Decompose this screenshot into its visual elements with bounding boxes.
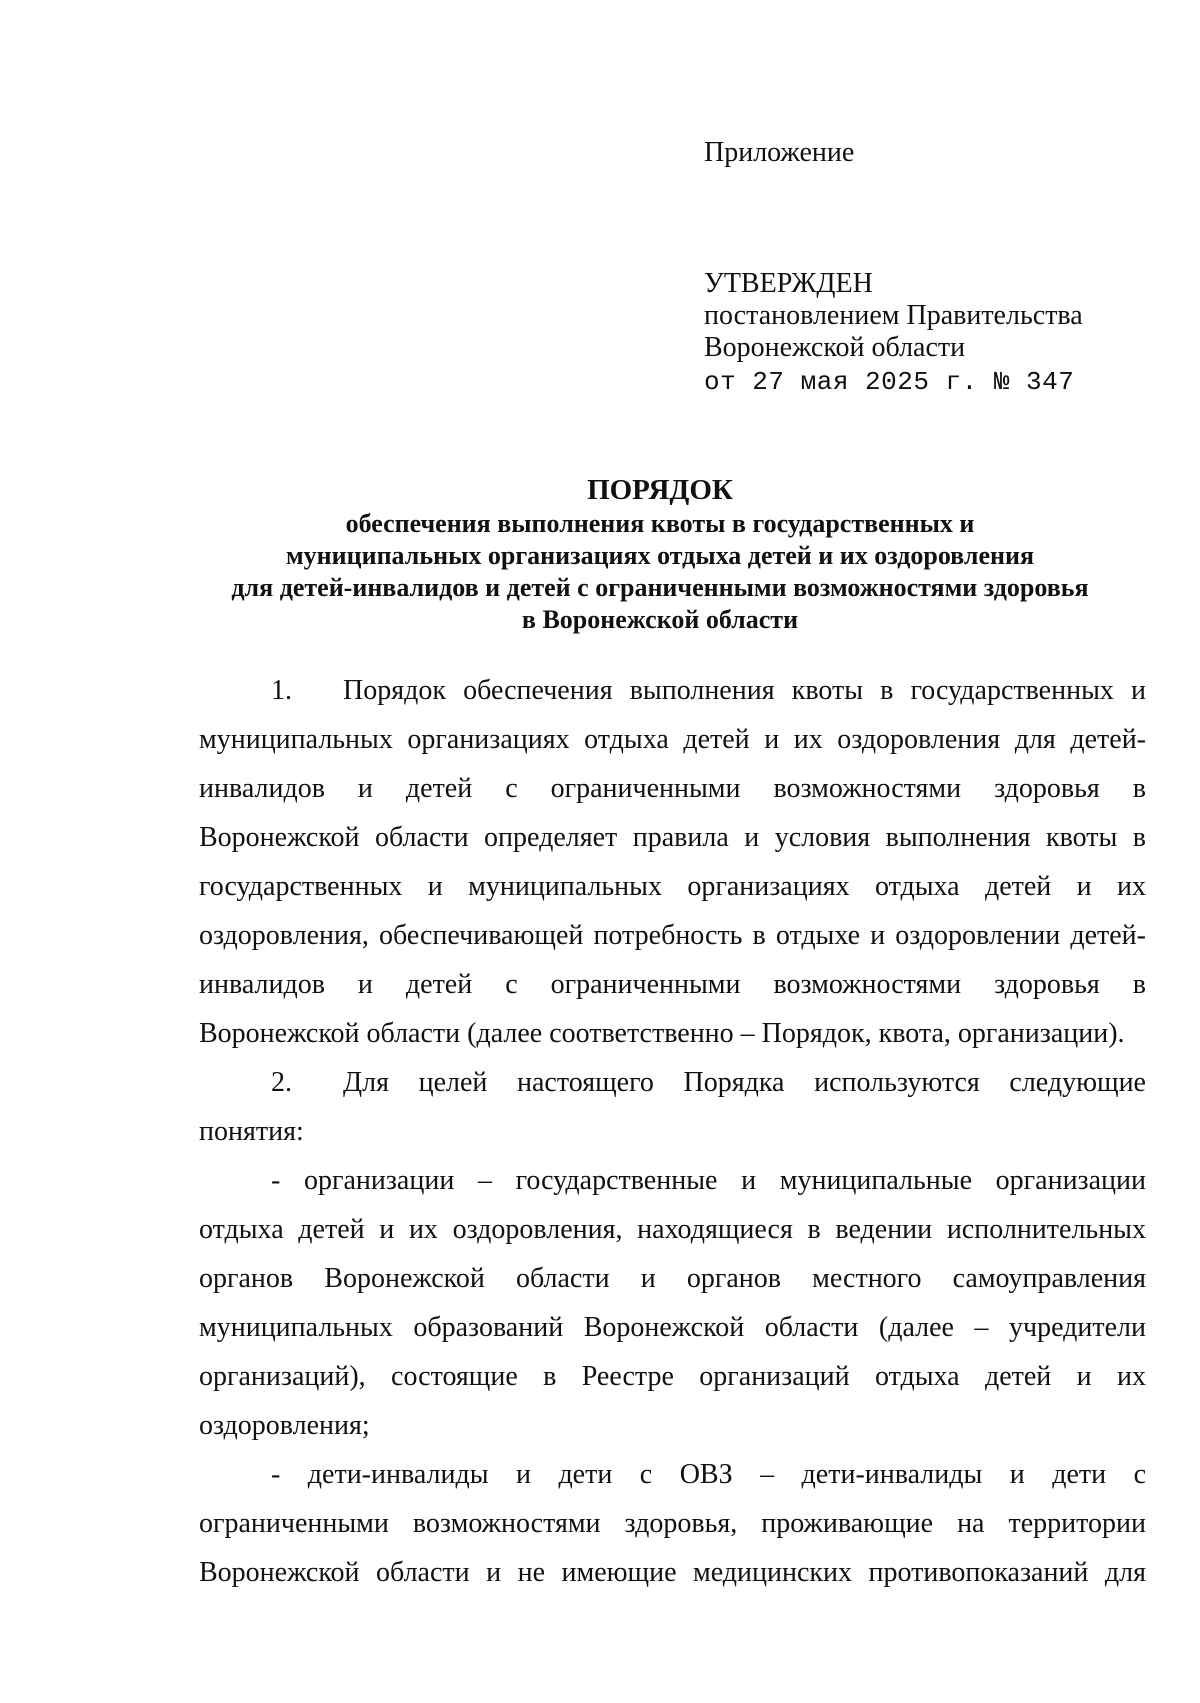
definition-1-line: - организации – государственные и муниципальные организации	[271, 1165, 1146, 1196]
paragraph-1-line: государственных и муниципальных организациях отдыха детей и их	[199, 871, 1146, 902]
paragraph-1-line: Воронежской области (далее соответственно – Порядок, квота, организации).	[199, 1018, 1125, 1049]
approval-stamp-block	[704, 268, 1083, 398]
definition-1-line: органов Воронежской области и органов местного самоуправления	[199, 1263, 1146, 1294]
approved-by-line-2: Воронежской области	[704, 332, 966, 363]
document-title-block	[180, 472, 1140, 636]
definition-1-line: отдыха детей и их оздоровления, находящиеся в ведении исполнительных	[199, 1214, 1146, 1245]
title-line: в Воронежской области	[521, 605, 799, 634]
paragraph-1-line: муниципальных организациях отдыха детей и их оздоровления для детей-	[199, 724, 1146, 755]
title-line: муниципальных организациях отдыха детей и их оздоровления	[285, 541, 1035, 570]
attachment-label: Приложение	[704, 137, 855, 168]
paragraph-1-line: оздоровления, обеспечивающей потребность в отдыхе и оздоровлении детей-	[199, 920, 1146, 951]
title-line: для детей-инвалидов и детей с ограниченными возможностями здоровья	[231, 573, 1089, 602]
definition-2-line: ограниченными возможностями здоровья, проживающие на территории	[199, 1508, 1146, 1539]
definition-1-line: организаций), состоящие в Реестре организаций отдыха детей и их	[199, 1361, 1146, 1392]
paragraph-1-line	[199, 666, 1146, 715]
paragraph-text: Порядок обеспечения выполнения квоты в государственных и	[343, 675, 1146, 706]
paragraph-number: 1.	[271, 675, 292, 706]
approved-by-line-1: постановлением Правительства	[704, 300, 1083, 331]
title-line: обеспечения выполнения квоты в государственных и	[345, 509, 975, 538]
definition-2-line: - дети-инвалиды и дети с ОВЗ – дети-инвалиды и дети с	[271, 1459, 1146, 1490]
approved-label: УТВЕРЖДЕН	[704, 268, 873, 299]
document-title: ПОРЯДОК	[587, 474, 733, 506]
definition-1-line: оздоровления;	[199, 1410, 370, 1441]
document-body	[199, 666, 1146, 1597]
paragraph-1-line: инвалидов и детей с ограниченными возможностями здоровья в	[199, 773, 1146, 804]
paragraph-2-line: понятия:	[199, 1116, 304, 1147]
definition-1-line: муниципальных образований Воронежской области (далее – учредители	[199, 1312, 1146, 1343]
paragraph-text: Для целей настоящего Порядка используются следующие	[343, 1067, 1146, 1098]
paragraph-number: 2.	[271, 1067, 292, 1098]
paragraph-1-line: Воронежской области определяет правила и условия выполнения квоты в	[199, 822, 1146, 853]
paragraph-2-line	[199, 1058, 1146, 1107]
decree-date-number: от 27 мая 2025 г. № 347	[704, 367, 1075, 397]
paragraph-1-line: инвалидов и детей с ограниченными возможностями здоровья в	[199, 969, 1146, 1000]
definition-2-line: Воронежской области и не имеющие медицинских противопоказаний для	[199, 1557, 1146, 1588]
